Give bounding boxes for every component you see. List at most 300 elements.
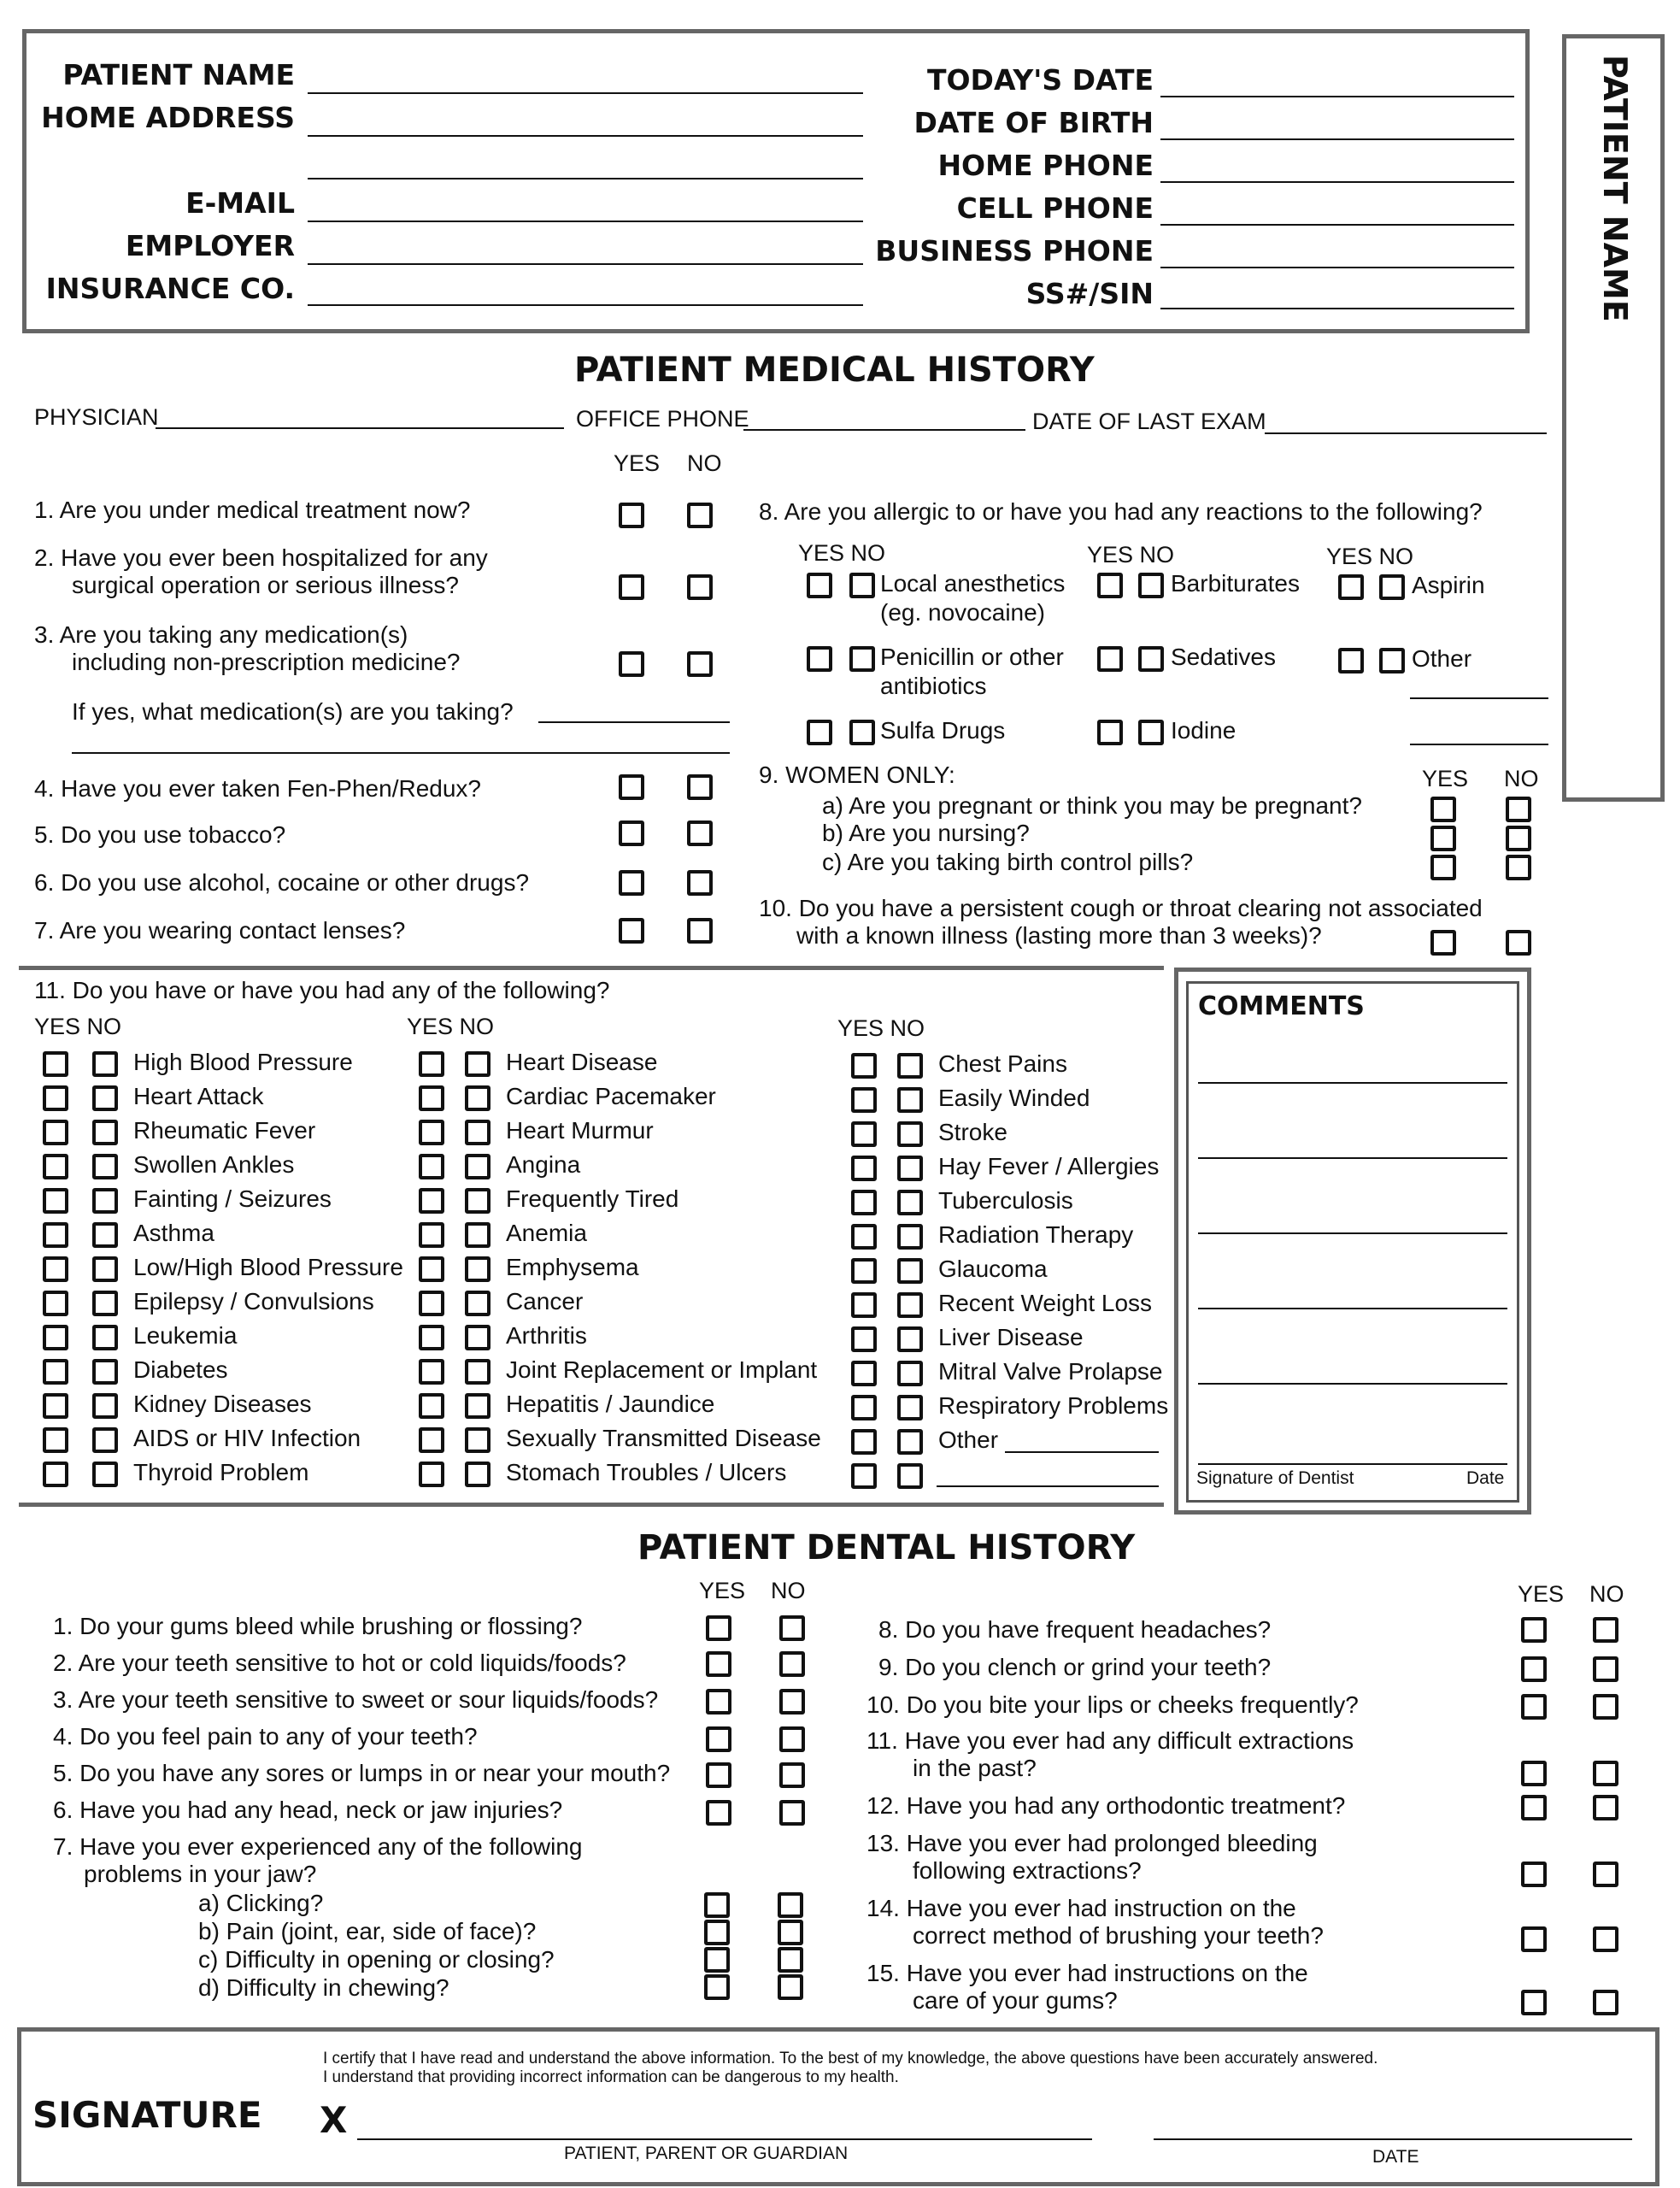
condition-label: Easily Winded <box>938 1085 1090 1111</box>
condition-yes[interactable] <box>419 1188 444 1214</box>
condition-row <box>43 1080 419 1115</box>
med-q6-no[interactable] <box>687 870 713 896</box>
q9b-yes[interactable] <box>1430 826 1456 851</box>
dental-q7b-no[interactable] <box>778 1920 803 1945</box>
iodine-label: Iodine <box>1171 717 1237 744</box>
sedatives-no[interactable] <box>1138 646 1164 672</box>
condition-yes[interactable] <box>419 1051 444 1077</box>
med-q7-no[interactable] <box>687 918 713 944</box>
date-of-birth-field[interactable] <box>1160 138 1514 140</box>
aspirin-yes[interactable] <box>1338 574 1364 600</box>
condition-label: Fainting / Seizures <box>133 1185 332 1212</box>
dental-q12: 12. Have you had any orthodontic treatment? <box>866 1792 1346 1819</box>
iodine-no[interactable] <box>1138 720 1164 745</box>
condition-label: Mitral Valve Prolapse <box>938 1358 1163 1385</box>
dental-q13-cont: following extractions? <box>913 1857 1142 1884</box>
condition-no[interactable] <box>897 1463 923 1489</box>
condition-no[interactable] <box>897 1361 923 1386</box>
email-field[interactable] <box>308 221 863 222</box>
condition-yes[interactable] <box>851 1395 877 1420</box>
condition-row <box>419 1320 837 1354</box>
dental-q4-yes[interactable] <box>706 1726 731 1752</box>
condition-no[interactable] <box>465 1256 490 1282</box>
dental-q6-no[interactable] <box>779 1800 805 1826</box>
allergy-yesno-2: YES NO <box>1087 542 1175 568</box>
dental-q14: 14. Have you ever had instruction on the <box>866 1895 1296 1921</box>
condition-label: Cardiac Pacemaker <box>506 1083 716 1109</box>
q9c-yes[interactable] <box>1430 855 1456 880</box>
patient-signature-line[interactable] <box>357 2138 1092 2140</box>
medical-history-title: PATIENT MEDICAL HISTORY <box>574 350 1095 390</box>
med-q8: 8. Are you allergic to or have you had any reactions to the following? <box>759 498 1483 525</box>
comment-line[interactable] <box>1198 1232 1507 1234</box>
condition-yes[interactable] <box>43 1120 68 1145</box>
q9a-yes[interactable] <box>1430 797 1456 822</box>
condition-row <box>43 1456 419 1491</box>
q11-yesno-3: YES NO <box>837 1015 925 1041</box>
condition-yes[interactable] <box>43 1188 68 1214</box>
condition-no[interactable] <box>92 1085 118 1111</box>
employer-field[interactable] <box>308 263 863 265</box>
dental-q12-yes[interactable] <box>1521 1795 1547 1820</box>
condition-no[interactable] <box>897 1429 923 1455</box>
condition-no[interactable] <box>465 1462 490 1487</box>
condition-row <box>419 1115 837 1149</box>
employer-label: EMPLOYER <box>125 229 295 262</box>
certification-text: I certify that I have read and understand the above information. To the best of my knowledge, the above questions have been accurately answered. <box>323 2050 1378 2067</box>
med-q2-yes[interactable] <box>619 574 644 600</box>
condition-no[interactable] <box>92 1325 118 1350</box>
condition-row <box>43 1046 419 1080</box>
signature-date-line[interactable] <box>1154 2138 1632 2140</box>
med-q9: 9. WOMEN ONLY: <box>759 762 955 788</box>
condition-yes[interactable] <box>851 1429 877 1455</box>
condition-no[interactable] <box>92 1188 118 1214</box>
home-address-field[interactable] <box>308 135 863 137</box>
condition-row <box>43 1388 419 1422</box>
condition-yes[interactable] <box>851 1361 877 1386</box>
condition-row <box>43 1115 419 1149</box>
condition-label: Cancer <box>506 1288 584 1315</box>
condition-yes[interactable] <box>419 1462 444 1487</box>
condition-yes[interactable] <box>419 1085 444 1111</box>
allergy-yesno-3: YES NO <box>1326 544 1414 569</box>
med-q6: 6. Do you use alcohol, cocaine or other drugs? <box>34 869 530 896</box>
home-phone-field[interactable] <box>1160 181 1514 183</box>
comment-line[interactable] <box>1198 1308 1507 1309</box>
dental-q2-no[interactable] <box>779 1651 805 1677</box>
home-address-field-2[interactable] <box>308 178 863 179</box>
med-q3-followup: If yes, what medication(s) are you taking? <box>72 698 514 725</box>
q11-yesno-1: YES NO <box>34 1014 122 1039</box>
penicillin-label: Penicillin or other <box>880 644 1064 670</box>
condition-yes[interactable] <box>419 1427 444 1453</box>
med-q10: 10. Do you have a persistent cough or throat clearing not associated <box>759 895 1483 921</box>
other-condition-field[interactable] <box>1005 1451 1159 1453</box>
local-anesthetics-note: (eg. novocaine) <box>880 599 1046 626</box>
condition-no[interactable] <box>92 1393 118 1419</box>
dental-q7d-yes[interactable] <box>704 1974 730 2000</box>
penicillin-yes[interactable] <box>807 646 832 672</box>
q9c-no[interactable] <box>1506 855 1531 880</box>
other-allergy-no[interactable] <box>1379 648 1405 673</box>
home-address-label: HOME ADDRESS <box>41 101 295 134</box>
dental-q10-yes[interactable] <box>1521 1694 1547 1720</box>
barbiturates-label: Barbiturates <box>1171 570 1300 597</box>
med-q4-yes[interactable] <box>619 774 644 800</box>
condition-yes[interactable] <box>851 1156 877 1181</box>
condition-label: Thyroid Problem <box>133 1459 309 1485</box>
business-phone-field[interactable] <box>1160 267 1514 268</box>
dental-q1-no[interactable] <box>779 1615 805 1641</box>
penicillin-no[interactable] <box>849 646 875 672</box>
condition-yes[interactable] <box>851 1087 877 1113</box>
patient-name-label: PATIENT NAME <box>62 58 295 91</box>
condition-no[interactable] <box>92 1291 118 1316</box>
condition-no[interactable] <box>897 1326 923 1352</box>
dental-q7c-yes[interactable] <box>704 1947 730 1973</box>
dental-q1: 1. Do your gums bleed while brushing or flossing? <box>53 1613 583 1639</box>
dental-q9: 9. Do you clench or grind your teeth? <box>878 1654 1272 1680</box>
condition-row <box>851 1390 1167 1424</box>
condition-yes[interactable] <box>851 1224 877 1250</box>
dental-q11-no[interactable] <box>1593 1761 1618 1786</box>
condition-no[interactable] <box>465 1120 490 1145</box>
sedatives-label: Sedatives <box>1171 644 1276 670</box>
comment-line[interactable] <box>1198 1157 1507 1159</box>
physician-field[interactable] <box>156 427 564 429</box>
barbiturates-no[interactable] <box>1138 573 1164 598</box>
dental-q8-no[interactable] <box>1593 1617 1618 1643</box>
cell-phone-field[interactable] <box>1160 224 1514 226</box>
condition-no[interactable] <box>92 1120 118 1145</box>
patient-name-field[interactable] <box>308 92 863 94</box>
q10-no[interactable] <box>1506 930 1531 956</box>
med-q2-cont: surgical operation or serious illness? <box>72 572 459 598</box>
condition-label: Sexually Transmitted Disease <box>506 1425 821 1451</box>
condition-yes[interactable] <box>43 1325 68 1350</box>
dental-q13-no[interactable] <box>1593 1862 1618 1887</box>
med-q10-cont: with a known illness (lasting more than 3 weeks)? <box>796 922 1322 949</box>
other-allergy-yes[interactable] <box>1338 648 1364 673</box>
condition-no[interactable] <box>92 1222 118 1248</box>
aspirin-label: Aspirin <box>1412 572 1485 598</box>
dental-q8: 8. Do you have frequent headaches? <box>878 1616 1272 1643</box>
dental-q7b: b) Pain (joint, ear, side of face)? <box>198 1918 537 1944</box>
condition-no[interactable] <box>897 1258 923 1284</box>
barbiturates-yes[interactable] <box>1097 573 1123 598</box>
dental-q11-yes[interactable] <box>1521 1761 1547 1786</box>
dental-q9-no[interactable] <box>1593 1656 1618 1682</box>
condition-yes[interactable] <box>419 1291 444 1316</box>
comments-title: COMMENTS <box>1198 991 1365 1021</box>
condition-no[interactable] <box>465 1325 490 1350</box>
condition-row <box>419 1080 837 1115</box>
condition-yes[interactable] <box>851 1258 877 1284</box>
last-exam-field[interactable] <box>1265 432 1547 434</box>
condition-no[interactable] <box>897 1121 923 1147</box>
dental-q11-cont: in the past? <box>913 1755 1037 1781</box>
condition-no[interactable] <box>465 1085 490 1111</box>
dental-q4-no[interactable] <box>779 1726 805 1752</box>
signature-date-caption: DATE <box>1372 2147 1419 2167</box>
condition-label: Arthritis <box>506 1322 587 1349</box>
sulfa-label: Sulfa Drugs <box>880 717 1006 744</box>
aspirin-no[interactable] <box>1379 574 1405 600</box>
condition-no[interactable] <box>897 1395 923 1420</box>
medication-field[interactable] <box>538 721 730 723</box>
signature-x-mark: X <box>320 2099 348 2141</box>
local-anesthetics-yes[interactable] <box>807 573 832 598</box>
med-q11: 11. Do you have or have you had any of the following? <box>34 977 610 1003</box>
med-q9a: a) Are you pregnant or think you may be pregnant? <box>822 792 1362 819</box>
comments-box <box>1186 981 1519 1503</box>
condition-row <box>43 1251 419 1285</box>
med-q5-no[interactable] <box>687 820 713 846</box>
dental-q4: 4. Do you feel pain to any of your teeth? <box>53 1723 478 1750</box>
condition-label: Heart Murmur <box>506 1117 654 1144</box>
condition-yes[interactable] <box>43 1085 68 1111</box>
dental-q13-yes[interactable] <box>1521 1862 1547 1887</box>
dental-q11: 11. Have you ever had any difficult extractions <box>866 1727 1354 1754</box>
condition-no[interactable] <box>92 1256 118 1282</box>
condition-no[interactable] <box>92 1462 118 1487</box>
med-q5-yes[interactable] <box>619 820 644 846</box>
condition-row <box>419 1251 837 1285</box>
dental-q7d-no[interactable] <box>778 1974 803 2000</box>
dental-q15: 15. Have you ever had instructions on the <box>866 1960 1308 1986</box>
condition-no[interactable] <box>465 1051 490 1077</box>
condition-yes[interactable] <box>851 1121 877 1147</box>
dental-no-header-left: NO <box>771 1578 806 1603</box>
dental-q12-no[interactable] <box>1593 1795 1618 1820</box>
condition-no[interactable] <box>897 1156 923 1181</box>
sulfa-yes[interactable] <box>807 720 832 745</box>
q9-yes-header: YES <box>1422 766 1469 791</box>
med-q1-yes[interactable] <box>619 503 644 528</box>
dental-q15-cont: care of your gums? <box>913 1987 1118 2014</box>
condition-no[interactable] <box>92 1359 118 1385</box>
section-divider <box>19 966 1164 970</box>
dental-q15-yes[interactable] <box>1521 1990 1547 2015</box>
dental-q2-yes[interactable] <box>706 1651 731 1677</box>
condition-row <box>419 1217 837 1251</box>
condition-yes[interactable] <box>419 1222 444 1248</box>
med-q7-yes[interactable] <box>619 918 644 944</box>
condition-row <box>43 1354 419 1388</box>
condition-no[interactable] <box>897 1292 923 1318</box>
condition-no[interactable] <box>465 1427 490 1453</box>
condition-yes[interactable] <box>419 1154 444 1179</box>
condition-row <box>851 1424 1167 1458</box>
dental-q5-no[interactable] <box>779 1762 805 1788</box>
condition-label: Stroke <box>938 1119 1007 1145</box>
condition-label: Asthma <box>133 1220 214 1246</box>
dental-q14-yes[interactable] <box>1521 1926 1547 1952</box>
med-q4-no[interactable] <box>687 774 713 800</box>
med-q5: 5. Do you use tobacco? <box>34 821 286 848</box>
med-q1: 1. Are you under medical treatment now? <box>34 497 471 523</box>
condition-label: Heart Attack <box>133 1083 264 1109</box>
condition-row <box>43 1183 419 1217</box>
dental-q1-yes[interactable] <box>706 1615 731 1641</box>
condition-no[interactable] <box>465 1154 490 1179</box>
dental-q7a-no[interactable] <box>778 1892 803 1918</box>
condition-no[interactable] <box>465 1222 490 1248</box>
dental-q3-yes[interactable] <box>706 1689 731 1715</box>
med-q3-yes[interactable] <box>619 651 644 677</box>
q9-no-header: NO <box>1504 766 1539 791</box>
condition-row <box>419 1285 837 1320</box>
condition-row <box>419 1354 837 1388</box>
business-phone-label: BUSINESS PHONE <box>875 234 1154 268</box>
condition-yes[interactable] <box>851 1463 877 1489</box>
condition-label: Kidney Diseases <box>133 1391 312 1417</box>
todays-date-field[interactable] <box>1160 96 1514 97</box>
email-label: E-MAIL <box>185 186 295 220</box>
dental-q8-yes[interactable] <box>1521 1617 1547 1643</box>
yes-header: YES <box>614 450 661 476</box>
dental-q3-no[interactable] <box>779 1689 805 1715</box>
condition-yes[interactable] <box>43 1359 68 1385</box>
other-condition-field-2[interactable] <box>937 1485 1159 1487</box>
condition-label: Diabetes <box>133 1356 228 1383</box>
signature-label: SIGNATURE <box>32 2094 262 2136</box>
insurance-field[interactable] <box>308 304 863 306</box>
iodine-yes[interactable] <box>1097 720 1123 745</box>
condition-yes[interactable] <box>851 1053 877 1079</box>
dental-q15-no[interactable] <box>1593 1990 1618 2015</box>
q9b-no[interactable] <box>1506 826 1531 851</box>
dentist-signature-line[interactable] <box>1198 1463 1507 1465</box>
certification-text-2: I understand that providing incorrect information can be dangerous to my health. <box>323 2068 899 2086</box>
condition-label: Liver Disease <box>938 1324 1084 1350</box>
condition-no[interactable] <box>465 1291 490 1316</box>
condition-label: Chest Pains <box>938 1050 1067 1077</box>
dental-q7c-no[interactable] <box>778 1947 803 1973</box>
condition-label: Heart Disease <box>506 1049 658 1075</box>
condition-label: High Blood Pressure <box>133 1049 353 1075</box>
condition-label: Swollen Ankles <box>133 1151 295 1178</box>
no-header: NO <box>687 450 722 476</box>
condition-label: Anemia <box>506 1220 587 1246</box>
med-q3-no[interactable] <box>687 651 713 677</box>
sulfa-no[interactable] <box>849 720 875 745</box>
dental-q9-yes[interactable] <box>1521 1656 1547 1682</box>
medication-field-2[interactable] <box>72 752 730 754</box>
condition-yes[interactable] <box>851 1190 877 1215</box>
condition-yes[interactable] <box>419 1120 444 1145</box>
other-allergy-field[interactable] <box>1410 697 1548 699</box>
condition-yes[interactable] <box>43 1291 68 1316</box>
condition-label: Stomach Troubles / Ulcers <box>506 1459 787 1485</box>
dental-yes-header-right: YES <box>1518 1581 1565 1607</box>
med-q4: 4. Have you ever taken Fen-Phen/Redux? <box>34 775 481 802</box>
med-q6-yes[interactable] <box>619 870 644 896</box>
condition-yes[interactable] <box>43 1393 68 1419</box>
office-phone-field[interactable] <box>743 429 1025 431</box>
condition-label: Hepatitis / Jaundice <box>506 1391 715 1417</box>
condition-no[interactable] <box>897 1190 923 1215</box>
condition-no[interactable] <box>465 1188 490 1214</box>
physician-label: PHYSICIAN <box>34 404 159 430</box>
sedatives-yes[interactable] <box>1097 646 1123 672</box>
condition-yes[interactable] <box>419 1256 444 1282</box>
condition-yes[interactable] <box>43 1154 68 1179</box>
med-q7: 7. Are you wearing contact lenses? <box>34 917 406 944</box>
condition-yes[interactable] <box>851 1292 877 1318</box>
dental-q5: 5. Do you have any sores or lumps in or near your mouth? <box>53 1760 671 1786</box>
dental-q7b-yes[interactable] <box>704 1920 730 1945</box>
condition-no[interactable] <box>92 1051 118 1077</box>
condition-row <box>43 1285 419 1320</box>
condition-row <box>419 1456 837 1491</box>
condition-no[interactable] <box>465 1393 490 1419</box>
condition-no[interactable] <box>897 1087 923 1113</box>
condition-row <box>419 1183 837 1217</box>
condition-yes[interactable] <box>43 1051 68 1077</box>
condition-label: Respiratory Problems <box>938 1392 1169 1419</box>
condition-yes[interactable] <box>43 1462 68 1487</box>
ssn-field[interactable] <box>1160 308 1514 309</box>
condition-row <box>851 1082 1167 1116</box>
condition-yes[interactable] <box>43 1222 68 1248</box>
q10-yes[interactable] <box>1430 930 1456 956</box>
dental-q6-yes[interactable] <box>706 1800 731 1826</box>
condition-yes[interactable] <box>851 1326 877 1352</box>
q9a-no[interactable] <box>1506 797 1531 822</box>
med-q9b: b) Are you nursing? <box>822 820 1030 846</box>
med-q1-no[interactable] <box>687 503 713 528</box>
dental-q14-no[interactable] <box>1593 1926 1618 1952</box>
other-allergy-field-2[interactable] <box>1410 744 1548 745</box>
condition-row <box>851 1219 1167 1253</box>
local-anesthetics-no[interactable] <box>849 573 875 598</box>
dental-q10: 10. Do you bite your lips or cheeks frequently? <box>866 1691 1359 1718</box>
cell-phone-label: CELL PHONE <box>956 191 1154 225</box>
condition-no[interactable] <box>92 1154 118 1179</box>
dental-q10-no[interactable] <box>1593 1694 1618 1720</box>
dental-q5-yes[interactable] <box>706 1762 731 1788</box>
condition-no[interactable] <box>92 1427 118 1453</box>
insurance-label: INSURANCE CO. <box>45 272 295 305</box>
other-allergy-label: Other <box>1412 645 1472 672</box>
dental-q6: 6. Have you had any head, neck or jaw injuries? <box>53 1797 563 1823</box>
condition-no[interactable] <box>897 1224 923 1250</box>
condition-label: Epilepsy / Convulsions <box>133 1288 374 1315</box>
patient-signature-caption: PATIENT, PARENT OR GUARDIAN <box>564 2144 849 2163</box>
dental-q2: 2. Are your teeth sensitive to hot or cold liquids/foods? <box>53 1650 626 1676</box>
comment-line[interactable] <box>1198 1383 1507 1385</box>
dentist-signature-label: Signature of Dentist <box>1196 1468 1354 1488</box>
dental-q7a-yes[interactable] <box>704 1892 730 1918</box>
dental-q3: 3. Are your teeth sensitive to sweet or sour liquids/foods? <box>53 1686 659 1713</box>
med-q2-no[interactable] <box>687 574 713 600</box>
condition-row <box>419 1149 837 1183</box>
condition-yes[interactable] <box>419 1359 444 1385</box>
condition-yes[interactable] <box>419 1393 444 1419</box>
condition-no[interactable] <box>897 1053 923 1079</box>
condition-label: Tuberculosis <box>938 1187 1073 1214</box>
condition-row <box>851 1116 1167 1150</box>
condition-no[interactable] <box>465 1359 490 1385</box>
condition-yes[interactable] <box>419 1325 444 1350</box>
med-q9c: c) Are you taking birth control pills? <box>822 849 1194 875</box>
condition-yes[interactable] <box>43 1256 68 1282</box>
condition-row <box>419 1046 837 1080</box>
comment-line[interactable] <box>1198 1082 1507 1084</box>
condition-yes[interactable] <box>43 1427 68 1453</box>
